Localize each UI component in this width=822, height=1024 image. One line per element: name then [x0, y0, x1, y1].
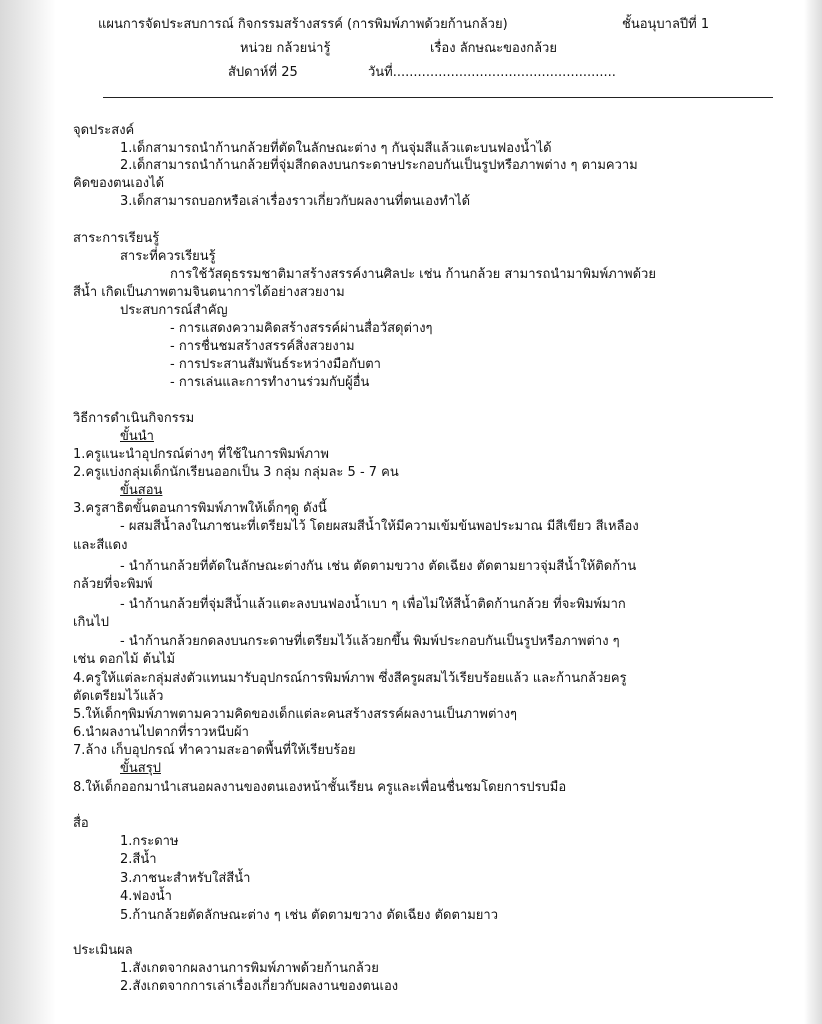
media-item: 1.กระดาษ	[120, 834, 179, 849]
procedure-step: 1.ครูแนะนำอุปกรณ์ต่างๆ ที่ใช้ในการพิมพ์ภาพ	[73, 447, 329, 462]
media-item: 3.ภาชนะสำหรับใส่สีน้ำ	[120, 871, 251, 886]
week-number: สัปดาห์ที่ 25	[228, 65, 298, 80]
content-subheading: สาระที่ควรเรียนรู้	[120, 249, 216, 264]
header-divider	[103, 97, 773, 98]
content-paragraph-cont: สีน้ำ เกิดเป็นภาพตามจินตนาการได้อย่างสวยงาม	[73, 285, 345, 300]
procedure-step: 6.นำผลงานไปตากที่ราวหนีบผ้า	[73, 725, 249, 740]
objective-item: 2.เด็กสามารถนำก้านกล้วยที่จุ่มสีกดลงบนกระดาษประกอบกันเป็นรูปหรือภาพต่าง ๆ ตามความ	[120, 158, 638, 173]
objectives-heading: จุดประสงค์	[73, 123, 135, 138]
procedure-substep: - นำก้านกล้วยกดลงบนกระดาษที่เตรียมไว้แล้วยกขึ้น พิมพ์ประกอบกันเป็นรูปหรือภาพต่าง ๆ	[120, 634, 620, 649]
experience-item: - การประสานสัมพันธ์ระหว่างมือกับตา	[170, 357, 381, 372]
procedure-heading: วิธีการดำเนินกิจกรรม	[73, 411, 195, 426]
procedure-step: 8.ให้เด็กออกมานำเสนอผลงานของตนเองหน้าชั้นเรียน ครูและเพื่อนชื่นชมโดยการปรบมือ	[73, 780, 567, 795]
document-page	[58, 0, 800, 1024]
procedure-step: 7.ล้าง เก็บอุปกรณ์ ทำความสะอาดพื้นที่ให้เรียบร้อย	[73, 743, 356, 758]
content-heading: สาระการเรียนรู้	[73, 231, 160, 246]
evaluation-heading: ประเมินผล	[73, 943, 133, 958]
experience-item: - การแสดงความคิดสร้างสรรค์ผ่านสื่อวัสดุต่างๆ	[170, 321, 433, 336]
teach-stage-label: ขั้นสอน	[120, 483, 163, 498]
page-shadow-right	[804, 0, 822, 1024]
media-heading: สื่อ	[73, 816, 89, 831]
procedure-substep: - ผสมสีน้ำลงในภาชนะที่เตรียมไว้ โดยผสมสีน้ำให้มีความเข้มข้นพอประมาณ มีสีเขียว สีเหลือง	[120, 519, 639, 534]
evaluation-item: 2.สังเกตจากการเล่าเรื่องเกี่ยวกับผลงานของตนเอง	[120, 979, 399, 994]
content-paragraph: การใช้วัสดุธรรมชาติมาสร้างสรรค์งานศิลปะ เช่น ก้านกล้วย สามารถนำมาพิมพ์ภาพด้วย	[170, 267, 656, 282]
procedure-step: 5.ให้เด็กๆพิมพ์ภาพตามความคิดของเด็กแต่ละคนสร้างสรรค์ผลงานเป็นภาพต่างๆ	[73, 707, 518, 722]
procedure-substep: - นำก้านกล้วยที่จุ่มสีน้ำแล้วแตะลงบนฟองน้ำเบา ๆ เพื่อไม่ให้สีน้ำติดก้านกล้วย ที่จะพิมพ์มาก	[120, 597, 626, 612]
topic-name: เรื่อง ลักษณะของกล้วย	[430, 41, 557, 56]
experience-item: - การชื่นชมสร้างสรรค์สิ่งสวยงาม	[170, 339, 355, 354]
unit-name: หน่วย กล้วยน่ารู้	[240, 41, 331, 56]
summary-stage-label: ขั้นสรุป	[120, 761, 161, 776]
intro-stage-label: ขั้นนำ	[120, 429, 154, 444]
procedure-step: 3.ครูสาธิตขั้นตอนการพิมพ์ภาพให้เด็กๆดู ดังนี้	[73, 501, 327, 516]
procedure-step-cont: ตัดเตรียมไว้แล้ว	[73, 689, 164, 704]
procedure-step: 2.ครูแบ่งกลุ่มเด็กนักเรียนออกเป็น 3 กลุ่ม กลุ่มละ 5 - 7 คน	[73, 465, 399, 480]
page-shadow-left	[0, 0, 56, 1024]
experiences-subheading: ประสบการณ์สำคัญ	[120, 303, 228, 318]
document-title: แผนการจัดประสบการณ์ กิจกรรมสร้างสรรค์ (การพิมพ์ภาพด้วยก้านกล้วย)	[98, 17, 508, 32]
objective-item-cont: คิดของตนเองได้	[73, 176, 165, 191]
procedure-substep-cont: เกินไป	[73, 615, 109, 630]
procedure-substep: - นำก้านกล้วยที่ตัดในลักษณะต่างกัน เช่น ตัดตามขวาง ตัดเฉียง ตัดตามยาวจุ่มสีน้ำให้ติดก้าน	[120, 559, 637, 574]
procedure-step: 4.ครูให้แต่ละกลุ่มส่งตัวแทนมารับอุปกรณ์การพิมพ์ภาพ ซึ่งสีครูผสมไว้เรียบร้อยแล้ว และก้านกล้วยครู	[73, 671, 627, 686]
procedure-substep-cont: เช่น ดอกไม้ ต้นไม้	[73, 652, 176, 667]
objective-item: 3.เด็กสามารถบอกหรือเล่าเรื่องราวเกี่ยวกับผลงานที่ตนเองทำได้	[120, 194, 471, 209]
objective-item: 1.เด็กสามารถนำก้านกล้วยที่ตัดในลักษณะต่าง ๆ กันจุ่มสีแล้วแตะบนฟองน้ำได้	[120, 141, 552, 156]
procedure-substep-cont: กล้วยที่จะพิมพ์	[73, 577, 153, 592]
media-item: 5.ก้านกล้วยตัดลักษณะต่าง ๆ เช่น ตัดตามขวาง ตัดเฉียง ตัดตามยาว	[120, 908, 499, 923]
date-field: วันที่......................................................	[368, 65, 616, 80]
grade-level: ชั้นอนุบาลปีที่ 1	[622, 17, 710, 32]
media-item: 4.ฟองน้ำ	[120, 889, 172, 904]
procedure-substep-cont: และสีแดง	[73, 538, 128, 553]
media-item: 2.สีน้ำ	[120, 852, 157, 867]
experience-item: - การเล่นและการทำงานร่วมกับผู้อื่น	[170, 375, 370, 390]
evaluation-item: 1.สังเกตจากผลงานการพิมพ์ภาพด้วยก้านกล้วย	[120, 961, 379, 976]
